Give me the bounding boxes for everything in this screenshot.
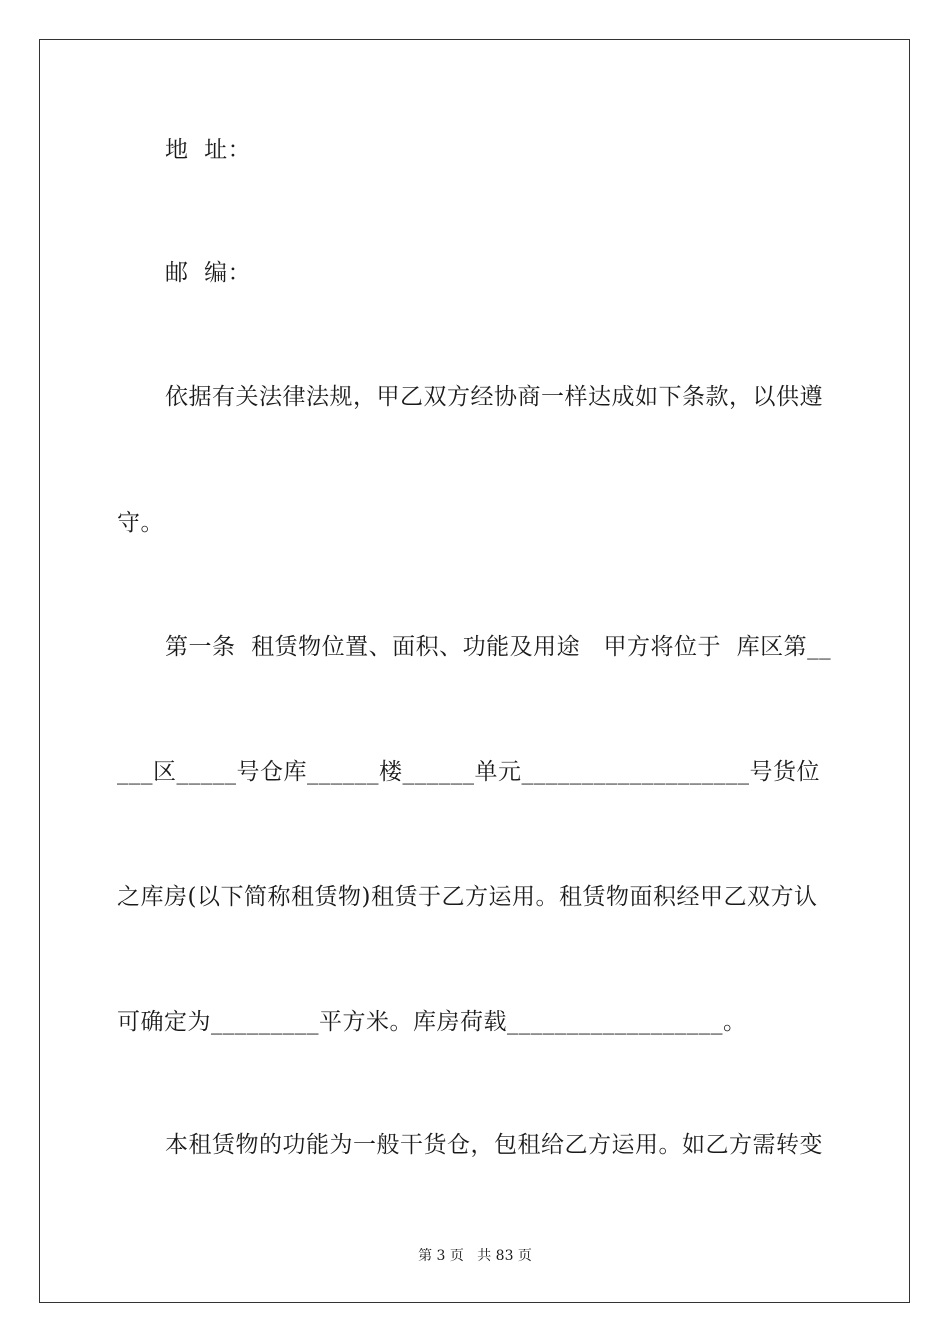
article-one-line-4: 可确定为_________平方米。库房荷载__________________。: [117, 1009, 747, 1035]
intro-paragraph-line-2: 守。: [117, 510, 164, 536]
postcode-label: 邮 编：: [165, 260, 252, 286]
page-number-footer: 第 3 页 共 83 页: [418, 1248, 532, 1264]
intro-paragraph-line-1: 依据有关法律法规，甲乙双方经协商一样达成如下条款，以供遵: [165, 384, 823, 410]
article-one-line-3: 之库房(以下简称租赁物)租赁于乙方运用。租赁物面积经甲乙双方认: [117, 884, 818, 910]
article-one-line-2: ___区_____号仓库______楼______单元___________________号货位: [117, 759, 820, 785]
address-label: 地 址：: [165, 137, 252, 163]
function-paragraph-line-1: 本租赁物的功能为一般干货仓，包租给乙方运用。如乙方需转变: [165, 1132, 823, 1158]
page-border: [39, 39, 910, 1303]
article-one-line-1: 第一条 租赁物位置、面积、功能及用途 甲方将位于 库区第__: [165, 634, 832, 660]
